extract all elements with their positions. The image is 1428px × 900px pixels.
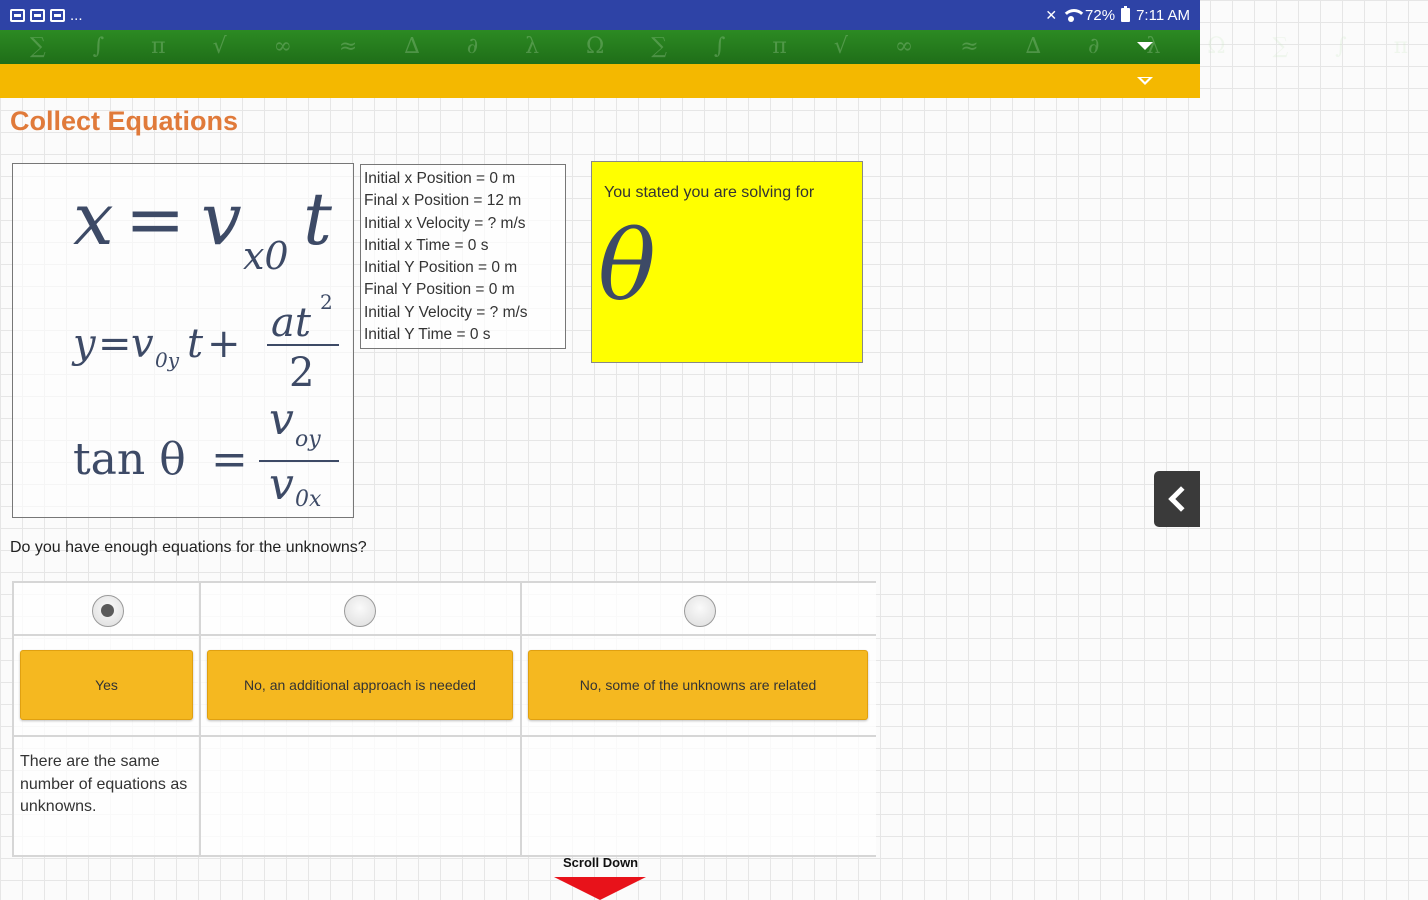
given-values-panel bbox=[360, 164, 566, 349]
page-title: Collect Equations bbox=[10, 106, 239, 136]
given-value: Initial x Position = 0 m bbox=[364, 170, 516, 187]
given-value: Initial Y Time = 0 s bbox=[364, 326, 491, 344]
scroll-down-label[interactable]: Scroll Down bbox=[563, 855, 639, 870]
answer-radio-additional-approach[interactable] bbox=[344, 595, 376, 627]
given-value: Initial Y Position = 0 m bbox=[364, 259, 518, 277]
row-divider bbox=[14, 634, 876, 636]
eq1-time: t bbox=[303, 177, 332, 261]
eq3-numerator-subscript: oy bbox=[295, 427, 321, 452]
eq2-numerator: at bbox=[271, 300, 311, 346]
eq2-velocity: v bbox=[131, 321, 154, 367]
battery-icon bbox=[1121, 8, 1130, 22]
equation-launch-angle bbox=[73, 394, 339, 512]
eq1-velocity: v bbox=[201, 177, 242, 261]
equation-horizontal-position bbox=[73, 177, 333, 278]
mute-icon: ✕ bbox=[1045, 6, 1058, 23]
answer-radio-unknowns-related[interactable] bbox=[684, 595, 716, 627]
eq2-plus: + bbox=[207, 321, 241, 367]
clock: 7:11 AM bbox=[1136, 6, 1190, 24]
system-indicators bbox=[1045, 7, 1190, 24]
status-bar bbox=[0, 0, 1200, 30]
solving-for-label: You stated you are solving for bbox=[604, 184, 815, 201]
solving-for-symbol: θ bbox=[598, 210, 656, 322]
eq2-denominator: 2 bbox=[289, 350, 315, 396]
answer-radio-yes[interactable] bbox=[92, 595, 124, 627]
eq2-equals: = bbox=[98, 321, 132, 367]
side-drawer-toggle[interactable] bbox=[1154, 471, 1200, 527]
answer-button-additional-approach[interactable]: No, an additional approach is needed bbox=[207, 650, 513, 720]
equations-panel bbox=[12, 163, 354, 518]
equation-vertical-position bbox=[71, 290, 339, 396]
wifi-icon bbox=[1063, 9, 1079, 21]
given-value: Initial x Time = 0 s bbox=[364, 236, 489, 254]
answer-button-yes[interactable]: Yes bbox=[20, 650, 193, 720]
scroll-down-arrow-icon[interactable] bbox=[554, 877, 646, 900]
eq2-subscript: 0y bbox=[155, 348, 180, 372]
eq3-equals: = bbox=[211, 434, 248, 485]
gallery-icon bbox=[30, 9, 45, 22]
app-header bbox=[0, 30, 1428, 64]
sub-header-bar bbox=[0, 64, 1200, 98]
given-value: Initial x Velocity = ? m/s bbox=[364, 214, 526, 232]
picture-icon bbox=[10, 9, 25, 22]
solving-for-panel bbox=[591, 161, 863, 363]
eq2-exponent: 2 bbox=[320, 290, 333, 314]
answer-button-unknowns-related[interactable]: No, some of the unknowns are related bbox=[528, 650, 868, 720]
given-value: Final Y Position = 0 m bbox=[364, 281, 515, 299]
eq2-lhs: y bbox=[73, 321, 96, 367]
eq3-denominator: v bbox=[269, 459, 294, 510]
submenu-dropdown-icon[interactable] bbox=[1137, 77, 1153, 85]
row-divider bbox=[14, 735, 876, 737]
eq2-time: t bbox=[187, 321, 204, 367]
answer-table bbox=[12, 581, 876, 857]
question-prompt: Do you have enough equations for the unknowns? bbox=[10, 539, 367, 556]
chevron-left-icon bbox=[1168, 486, 1193, 511]
eq3-denominator-subscript: 0x bbox=[295, 487, 322, 512]
column-divider bbox=[199, 583, 201, 855]
eq1-equals: = bbox=[125, 177, 186, 261]
battery-percent: 72% bbox=[1085, 6, 1116, 24]
mail-icon bbox=[50, 9, 65, 22]
eq3-numerator: v bbox=[269, 394, 294, 445]
eq1-lhs: x bbox=[73, 177, 114, 261]
eq3-lhs: tan θ bbox=[73, 434, 186, 485]
equations-graphic bbox=[13, 164, 355, 519]
menu-dropdown-icon[interactable] bbox=[1137, 42, 1153, 50]
given-value: Initial Y Velocity = ? m/s bbox=[364, 303, 528, 321]
notification-overflow: ... bbox=[70, 6, 83, 24]
header-background-pattern: ∑ ∫ π √ ∞ ≈ ∆ ∂ λ Ω ∑ ∫ π √ ∞ ≈ ∆ ∂ λ Ω ∑ ∫ π bbox=[30, 34, 1428, 59]
notification-area bbox=[10, 7, 83, 24]
answer-explanation: There are the same number of equations as unknowns. bbox=[20, 753, 188, 815]
eq1-subscript: x0 bbox=[243, 234, 289, 278]
column-divider bbox=[520, 583, 522, 855]
given-value: Final x Position = 12 m bbox=[364, 192, 522, 210]
